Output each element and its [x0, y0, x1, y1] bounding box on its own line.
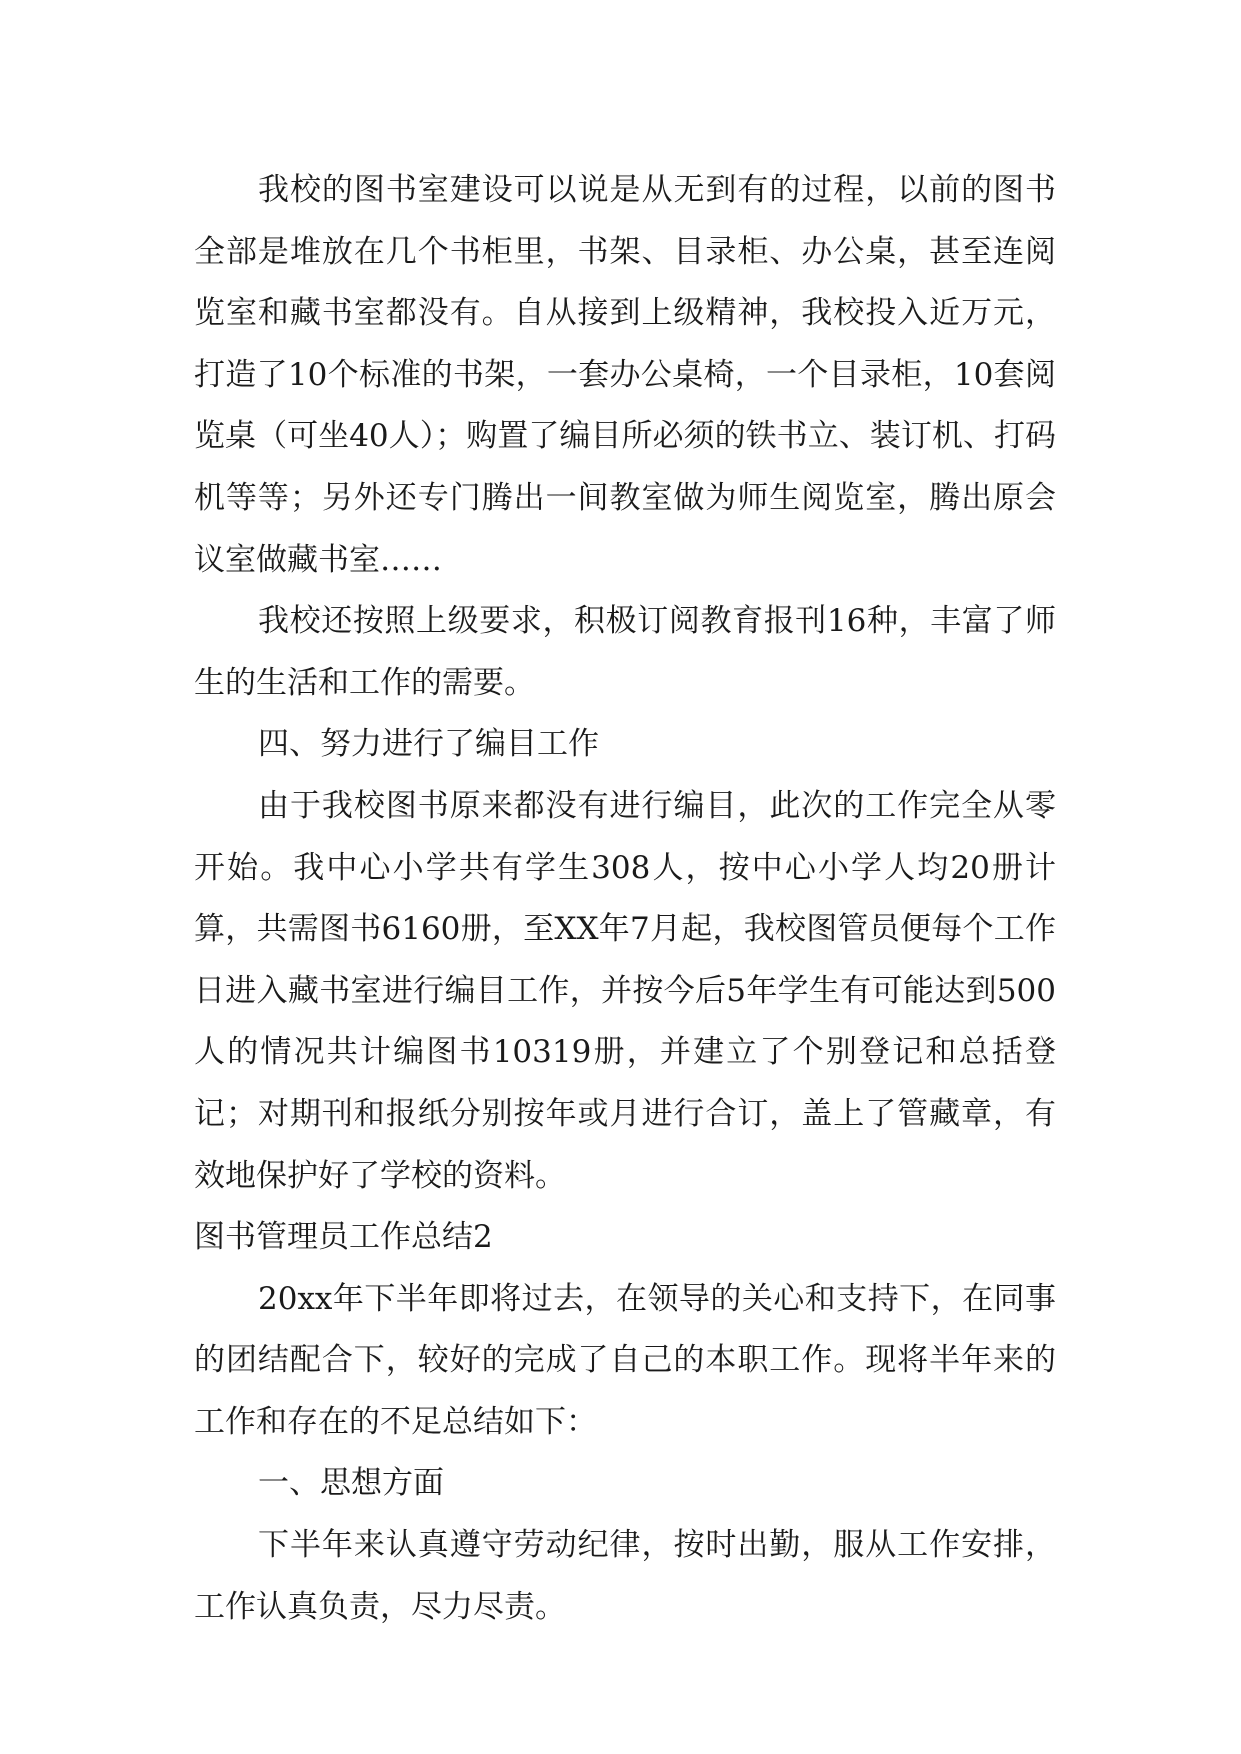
section-heading-thought: 一、思想方面 [258, 1465, 444, 1502]
paragraph-cataloguing: 由于我校图书原来都没有进行编目，此次的工作完全从零开始。我中心小学共有学生308人，按中心小学人均20册计算，共需图书6160册，至XX年7月起，我校图管员便每个工作日进入藏书室进行编目工作，并按今后5年学生有可能达到500人的情况共计编图书10319册，并建立了个别登记和总括登记；对期刊和报纸分别按年或月进行合订，盖上了管藏章，有效地保护好了学校的资料。 [194, 787, 1056, 1194]
paragraph-half-year-intro: 20xx年下半年即将过去，在领导的关心和支持下，在同事的团结配合下，较好的完成了自己的本职工作。现将半年来的工作和存在的不足总结如下： [194, 1280, 1056, 1440]
paragraph-discipline: 下半年来认真遵守劳动纪律，按时出勤，服从工作安排，工作认真负责，尽力尽责。 [194, 1527, 1056, 1625]
paragraph-library-construction: 我校的图书室建设可以说是从无到有的过程，以前的图书全部是堆放在几个书柜里，书架、目录柜、办公桌，甚至连阅览室和藏书室都没有。自从接到上级精神，我校投入近万元，打造了10个标准的书架，一套办公桌椅，一个目录柜，10套阅览桌（可坐40人）；购置了编目所必须的铁书立、装订机、打码机等等；另外还专门腾出一间教室做为师生阅览室，腾出原会议室做藏书室…… [194, 172, 1056, 578]
document-title-summary-2: 图书管理员工作总结2 [194, 1219, 493, 1256]
document-body [194, 160, 1056, 1638]
paragraph-periodicals: 我校还按照上级要求，积极订阅教育报刊16种，丰富了师生的生活和工作的需要。 [194, 603, 1056, 701]
section-heading-cataloguing: 四、努力进行了编目工作 [258, 726, 599, 763]
